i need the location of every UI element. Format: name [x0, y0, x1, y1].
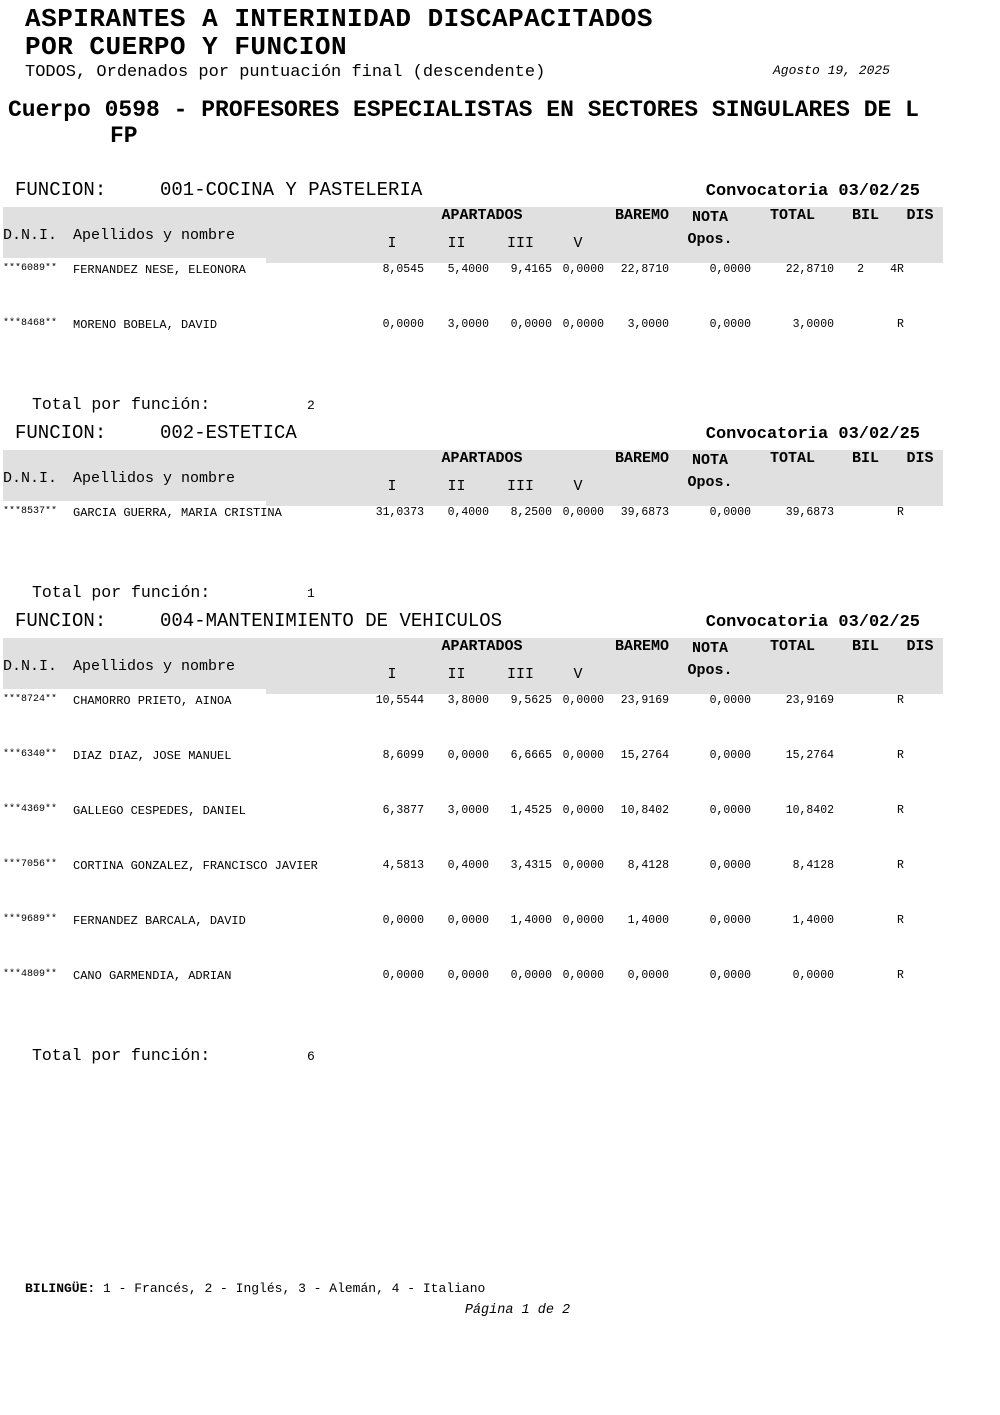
apartado-iii-cell: 6,6665: [510, 749, 552, 762]
header-notch: [3, 501, 266, 506]
nota-opos-cell: 0,0000: [709, 804, 752, 817]
dis-cell: R: [897, 263, 904, 276]
nota-opos-cell: 0,0000: [709, 914, 752, 927]
apartado-iii-cell: 9,4165: [510, 263, 552, 276]
candidate-row: [3, 804, 943, 859]
apartado-v-cell: 0,0000: [562, 859, 605, 872]
apartado-iii-cell: 0,0000: [510, 318, 552, 331]
bil-2-cell: [864, 749, 897, 804]
bil-2-cell: [864, 914, 897, 969]
apartado-i-cell: 10,5544: [375, 694, 424, 707]
col-header-dis: DIS: [897, 207, 943, 263]
dni-cell: ***8468**: [3, 318, 58, 329]
apartado-i-cell: 0,0000: [382, 969, 424, 982]
name-cell: DIAZ DIAZ, JOSE MANUEL: [73, 749, 232, 763]
col-header-nota-opos: [669, 638, 751, 694]
bil-1-cell: [834, 318, 864, 373]
col-header-apartado-ii: II: [424, 478, 489, 506]
dni-cell: ***6089**: [3, 263, 58, 274]
col-header-bil: BIL: [834, 638, 897, 694]
bil-2-cell: 4: [890, 263, 898, 276]
results-table-body: [3, 263, 943, 373]
dis-cell: R: [897, 318, 904, 331]
apartado-iii-cell: 3,4315: [510, 859, 552, 872]
funcion-header-row: [0, 179, 1000, 203]
col-header-dni: D.N.I.: [3, 638, 73, 694]
baremo-cell: 8,4128: [627, 859, 670, 872]
col-header-baremo: BAREMO: [604, 207, 669, 263]
dis-cell: R: [897, 804, 904, 817]
col-header-dis: DIS: [897, 638, 943, 694]
dis-cell: R: [897, 969, 904, 982]
baremo-cell: 10,8402: [620, 804, 670, 817]
col-header-apartado-ii: II: [424, 235, 489, 263]
total-cell: 3,0000: [792, 318, 835, 331]
total-cell: 23,9169: [785, 694, 835, 707]
name-cell: CHAMORRO PRIETO, AINOA: [73, 694, 232, 708]
col-header-name: Apellidos y nombre: [73, 450, 360, 506]
col-header-apartado-v: V: [552, 478, 604, 506]
col-header-apartado-iii: III: [489, 235, 552, 263]
funcion-section: [0, 179, 1000, 416]
total-por-funcion-row: [0, 395, 1000, 416]
total-cell: 39,6873: [785, 506, 835, 519]
funcion-left: [15, 179, 422, 201]
cuerpo-heading-line1: Cuerpo 0598 - PROFESORES ESPECIALISTAS EN SECTORES SINGULARES DE L: [8, 97, 919, 123]
col-header-apartado-i: I: [360, 666, 424, 694]
col-header-opos: Opos.: [687, 474, 733, 491]
total-cell: 0,0000: [792, 969, 835, 982]
candidate-row: [3, 263, 943, 318]
baremo-cell: 0,0000: [627, 969, 670, 982]
apartado-v-cell: 0,0000: [562, 914, 605, 927]
apartado-v-cell: 0,0000: [562, 263, 605, 276]
subtitle-row: [25, 63, 890, 85]
bil-1-cell: [834, 506, 864, 561]
col-header-nota: NOTA: [692, 209, 729, 226]
col-header-apartado-iii: III: [489, 666, 552, 694]
apartado-ii-cell: 0,4000: [447, 506, 489, 519]
total-por-funcion-row: [0, 583, 1000, 604]
header-notch: [3, 258, 266, 263]
cuerpo-heading-line2: FP: [110, 123, 138, 149]
funcion-section: [0, 610, 1000, 1067]
bilingue-text: 1 - Francés, 2 - Inglés, 3 - Alemán, 4 - Italiano: [103, 1281, 486, 1296]
apartado-iii-cell: 1,4000: [510, 914, 552, 927]
baremo-cell: 23,9169: [620, 694, 670, 707]
col-header-apartado-v: V: [552, 666, 604, 694]
apartado-i-cell: 8,0545: [382, 263, 424, 276]
col-header-baremo: BAREMO: [604, 450, 669, 506]
total-por-funcion-count: 1: [307, 586, 315, 601]
col-header-name: Apellidos y nombre: [73, 638, 360, 694]
report-subtitle: TODOS, Ordenados por puntuación final (descendente): [25, 63, 546, 82]
name-cell: CANO GARMENDIA, ADRIAN: [73, 969, 232, 983]
convocatoria-label: Convocatoria 03/02/25: [705, 425, 920, 444]
bil-1-cell: [834, 749, 864, 804]
results-table-body: [3, 506, 943, 561]
name-cell: GALLEGO CESPEDES, DANIEL: [73, 804, 246, 818]
col-header-name: Apellidos y nombre: [73, 207, 360, 263]
total-cell: 10,8402: [785, 804, 835, 817]
col-header-apartado-iii: III: [489, 478, 552, 506]
total-cell: 1,4000: [792, 914, 835, 927]
apartado-iii-cell: 1,4525: [510, 804, 552, 817]
col-header-apartado-v: V: [552, 235, 604, 263]
nota-opos-cell: 0,0000: [709, 749, 752, 762]
candidate-row: [3, 506, 943, 561]
sections: [0, 179, 1000, 1067]
apartado-v-cell: 0,0000: [562, 694, 605, 707]
results-table-wrap: [3, 450, 1000, 561]
nota-opos-cell: 0,0000: [709, 318, 752, 331]
results-table: [3, 638, 943, 1024]
col-header-apartado-ii: II: [424, 666, 489, 694]
total-por-funcion-label: Total por función:: [32, 583, 211, 602]
bil-2-cell: [864, 694, 897, 749]
dni-cell: ***9689**: [3, 914, 58, 925]
candidate-row: [3, 914, 943, 969]
funcion-section: [0, 422, 1000, 604]
bil-2-cell: [864, 318, 897, 373]
col-header-total: TOTAL: [751, 638, 834, 694]
baremo-cell: 1,4000: [627, 914, 670, 927]
report-title: [25, 0, 1000, 61]
baremo-cell: 22,8710: [620, 263, 670, 276]
header-notch: [3, 689, 266, 694]
col-header-dni: D.N.I.: [3, 207, 73, 263]
candidate-row: [3, 318, 943, 373]
col-header-apartados: APARTADOS: [360, 638, 604, 666]
col-header-apartados: APARTADOS: [360, 450, 604, 478]
total-cell: 8,4128: [792, 859, 835, 872]
results-table-wrap: [3, 638, 1000, 1024]
apartado-v-cell: 0,0000: [562, 318, 605, 331]
bil-2-cell: [864, 506, 897, 561]
report-title-line2: POR CUERPO Y FUNCION: [25, 32, 348, 62]
results-table-body: [3, 694, 943, 1024]
apartado-v-cell: 0,0000: [562, 969, 605, 982]
page-number: Página 1 de 2: [464, 1303, 571, 1318]
col-header-total: TOTAL: [751, 450, 834, 506]
bil-1-cell: [834, 804, 864, 859]
col-header-bil: BIL: [834, 450, 897, 506]
results-table-head: [3, 450, 943, 506]
dis-cell: R: [897, 506, 904, 519]
funcion-header-row: [0, 610, 1000, 634]
col-header-nota-opos: [669, 207, 751, 263]
col-header-opos: Opos.: [687, 662, 733, 679]
total-por-funcion-label: Total por función:: [32, 395, 211, 414]
dis-cell: R: [897, 914, 904, 927]
apartado-i-cell: 0,0000: [382, 914, 424, 927]
apartado-i-cell: 31,0373: [375, 506, 424, 519]
bil-1-cell: [834, 914, 864, 969]
bilingue-label: BILINGÜE:: [25, 1281, 96, 1296]
report-date: Agosto 19, 2025: [772, 63, 890, 78]
total-cell: 22,8710: [785, 263, 835, 276]
apartado-ii-cell: 0,4000: [447, 859, 489, 872]
apartado-i-cell: 8,6099: [382, 749, 424, 762]
col-header-apartado-i: I: [360, 235, 424, 263]
candidate-row: [3, 859, 943, 914]
baremo-cell: 39,6873: [620, 506, 670, 519]
dni-cell: ***8537**: [3, 506, 58, 517]
candidate-row: [3, 969, 943, 1024]
col-header-nota-opos: [669, 450, 751, 506]
dis-cell: R: [897, 859, 904, 872]
report-title-line1: ASPIRANTES A INTERINIDAD DISCAPACITADOS: [25, 4, 653, 34]
apartado-i-cell: 4,5813: [382, 859, 424, 872]
results-table-head: [3, 638, 943, 694]
funcion-left: [15, 610, 502, 632]
nota-opos-cell: 0,0000: [709, 859, 752, 872]
col-header-baremo: BAREMO: [604, 638, 669, 694]
bilingue-legend: [25, 1281, 485, 1296]
convocatoria-label: Convocatoria 03/02/25: [705, 613, 920, 632]
funcion-name: 001-COCINA Y PASTELERIA: [160, 179, 423, 201]
apartado-v-cell: 0,0000: [562, 506, 605, 519]
funcion-header-row: [0, 422, 1000, 446]
total-por-funcion-row: [0, 1046, 1000, 1067]
funcion-label: FUNCION:: [15, 422, 107, 444]
apartado-ii-cell: 0,0000: [447, 914, 489, 927]
col-header-dis: DIS: [897, 450, 943, 506]
total-cell: 15,2764: [785, 749, 835, 762]
col-header-nota: NOTA: [692, 640, 729, 657]
total-por-funcion-label: Total por función:: [32, 1046, 211, 1065]
col-header-nota: NOTA: [692, 452, 729, 469]
dis-cell: R: [897, 694, 904, 707]
dni-cell: ***7056**: [3, 859, 58, 870]
bil-2-cell: [864, 804, 897, 859]
dni-cell: ***4809**: [3, 969, 58, 980]
apartado-i-cell: 6,3877: [382, 804, 424, 817]
apartado-ii-cell: 5,4000: [447, 263, 489, 276]
nota-opos-cell: 0,0000: [709, 506, 752, 519]
apartado-ii-cell: 3,0000: [447, 318, 489, 331]
bil-1-cell: [834, 969, 864, 1024]
name-cell: MORENO BOBELA, DAVID: [73, 318, 218, 332]
apartado-iii-cell: 8,2500: [510, 506, 552, 519]
bil-2-cell: [864, 969, 897, 1024]
results-table-wrap: [3, 207, 1000, 373]
apartado-ii-cell: 3,0000: [447, 804, 489, 817]
results-table-head: [3, 207, 943, 263]
name-cell: FERNANDEZ NESE, ELEONORA: [73, 263, 246, 277]
bil-1-cell: [834, 859, 864, 914]
apartado-ii-cell: 0,0000: [447, 749, 489, 762]
funcion-left: [15, 422, 297, 444]
apartado-ii-cell: 3,8000: [447, 694, 489, 707]
bil-1-cell: [834, 694, 864, 749]
baremo-cell: 3,0000: [627, 318, 670, 331]
nota-opos-cell: 0,0000: [709, 263, 752, 276]
apartado-i-cell: 0,0000: [382, 318, 424, 331]
funcion-name: 004-MANTENIMIENTO DE VEHICULOS: [160, 610, 503, 632]
candidate-row: [3, 749, 943, 804]
dni-cell: ***6340**: [3, 749, 58, 760]
dis-cell: R: [897, 749, 904, 762]
baremo-cell: 15,2764: [620, 749, 670, 762]
convocatoria-label: Convocatoria 03/02/25: [705, 182, 920, 201]
results-table: [3, 207, 943, 373]
candidate-row: [3, 694, 943, 749]
funcion-label: FUNCION:: [15, 179, 107, 201]
apartado-v-cell: 0,0000: [562, 804, 605, 817]
apartado-v-cell: 0,0000: [562, 749, 605, 762]
bil-1-cell: 2: [857, 263, 865, 276]
apartado-iii-cell: 0,0000: [510, 969, 552, 982]
name-cell: FERNANDEZ BARCALA, DAVID: [73, 914, 246, 928]
nota-opos-cell: 0,0000: [709, 969, 752, 982]
name-cell: GARCIA GUERRA, MARIA CRISTINA: [73, 506, 282, 520]
name-cell: CORTINA GONZALEZ, FRANCISCO JAVIER: [73, 859, 318, 873]
nota-opos-cell: 0,0000: [709, 694, 752, 707]
col-header-dni: D.N.I.: [3, 450, 73, 506]
dni-cell: ***8724**: [3, 694, 58, 705]
total-por-funcion-count: 6: [307, 1049, 315, 1064]
apartado-ii-cell: 0,0000: [447, 969, 489, 982]
dni-cell: ***4369**: [3, 804, 58, 815]
funcion-label: FUNCION:: [15, 610, 107, 632]
col-header-opos: Opos.: [687, 231, 733, 248]
apartado-iii-cell: 9,5625: [510, 694, 552, 707]
col-header-bil: BIL: [834, 207, 897, 263]
bil-2-cell: [864, 859, 897, 914]
cuerpo-heading: [8, 97, 1000, 149]
total-por-funcion-count: 2: [307, 398, 315, 413]
funcion-name: 002-ESTETICA: [160, 422, 297, 444]
col-header-apartados: APARTADOS: [360, 207, 604, 235]
col-header-total: TOTAL: [751, 207, 834, 263]
col-header-apartado-i: I: [360, 478, 424, 506]
